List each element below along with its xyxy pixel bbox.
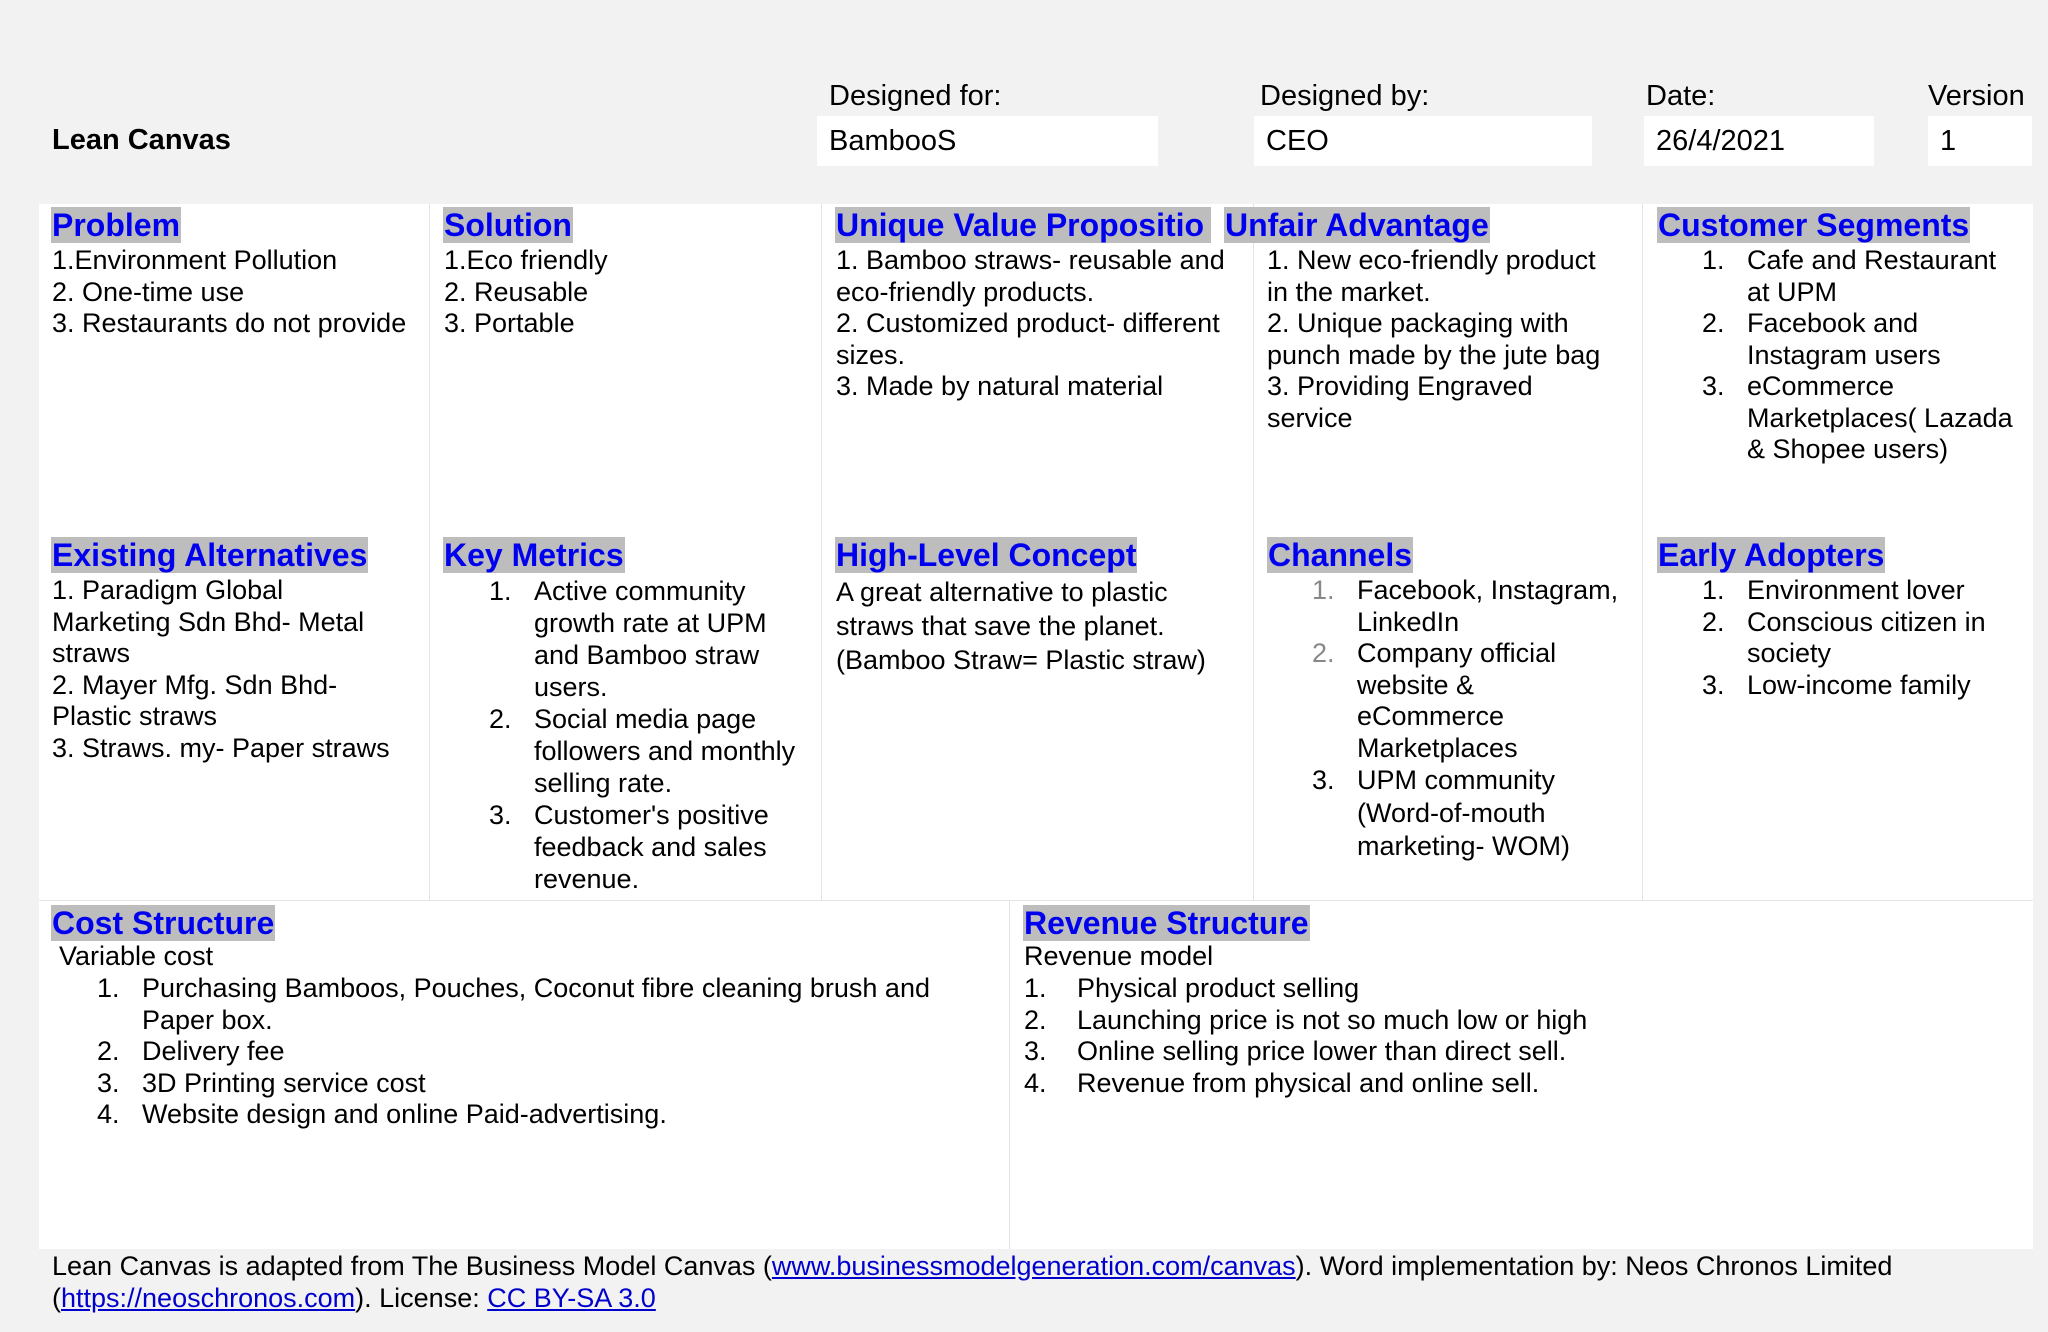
grid-divider bbox=[1009, 901, 1010, 1249]
grid-divider bbox=[429, 204, 430, 900]
grid-divider bbox=[821, 204, 822, 900]
designed-by-label: Designed by: bbox=[1260, 80, 1430, 112]
list-item: 2. Social media page followers and monthly selling rate. bbox=[489, 704, 796, 798]
unfair-advantage-text: 1. New eco-friendly product in the market. 2. Unique packaging with punch made by the jute bag 3. Providing Engraved service bbox=[1267, 245, 1601, 433]
license-link[interactable]: CC BY-SA 3.0 bbox=[487, 1283, 656, 1313]
canvas-title: Lean Canvas bbox=[52, 124, 231, 156]
early-adopters-list bbox=[1702, 575, 1986, 701]
license-footer: Lean Canvas is adapted from The Business Model Canvas (www.businessmodelgeneration.com/canvas). Word implementation by: Neos Chronos Limited (https://neoschronos.com). License: CC BY-SA 3.0 bbox=[52, 1251, 1893, 1313]
list-item: 3. Low-income family bbox=[1702, 669, 1971, 700]
list-item: 3. Customer's positive feedback and sales revenue. bbox=[489, 800, 769, 894]
list-item: 4. Website design and online Paid-advertising. bbox=[97, 1099, 667, 1129]
problem-title: Problem bbox=[52, 207, 181, 243]
bmc-link[interactable]: www.businessmodelgeneration.com/canvas bbox=[771, 1251, 1296, 1281]
problem-text: 1.Environment Pollution 2. One-time use 3. Restaurants do not provide bbox=[52, 245, 407, 338]
designed-for-label: Designed for: bbox=[829, 80, 1002, 112]
list-item: 4. Revenue from physical and online sell. bbox=[1024, 1067, 1540, 1098]
list-item: 1. Facebook, Instagram, LinkedIn bbox=[1312, 575, 1619, 637]
channels-list bbox=[1312, 575, 1618, 863]
list-item: 1. Environment lover bbox=[1702, 575, 1965, 605]
uvp-text: 1. Bamboo straws- reusable and eco-friendly products. 2. Customized product- different sizes. 3. Made by natural material bbox=[836, 245, 1225, 401]
list-item: 3. 3D Printing service cost bbox=[97, 1067, 426, 1098]
list-item: 2. Conscious citizen in society bbox=[1702, 606, 1986, 668]
cost-structure-intro: Variable cost bbox=[59, 941, 214, 971]
list-item: 1. Physical product selling bbox=[1024, 973, 1360, 1003]
unfair-advantage-title: Unfair Advantage bbox=[1225, 207, 1489, 243]
cost-structure-title: Cost Structure bbox=[52, 905, 275, 941]
solution-title: Solution bbox=[444, 207, 572, 243]
version-field[interactable]: 1 bbox=[1928, 116, 2032, 166]
list-item: 1. Active community growth rate at UPM and Bamboo straw users. bbox=[489, 576, 767, 702]
revenue-structure-intro: Revenue model bbox=[1024, 941, 1214, 971]
version-label: Version bbox=[1928, 80, 2025, 112]
customer-segments-list bbox=[1702, 245, 2013, 466]
early-adopters-title: Early Adopters bbox=[1658, 537, 1885, 573]
date-label: Date: bbox=[1646, 80, 1716, 112]
list-item: 3. UPM community (Word-of-mouth marketing- WOM) bbox=[1312, 765, 1571, 861]
list-item: 1. Purchasing Bamboos, Pouches, Coconut fibre cleaning brush and Paper box. bbox=[97, 973, 930, 1035]
solution-text: 1.Eco friendly 2. Reusable 3. Portable bbox=[444, 245, 608, 338]
revenue-structure-title: Revenue Structure bbox=[1024, 905, 1309, 941]
customer-segments-title: Customer Segments bbox=[1658, 207, 1970, 243]
key-metrics-list bbox=[489, 575, 795, 895]
uvp-title: Unique Value Propositio bbox=[835, 207, 1211, 243]
list-item: 2. Delivery fee bbox=[97, 1036, 285, 1066]
designed-for-field[interactable]: BambooS bbox=[817, 116, 1158, 166]
list-item: 1. Cafe and Restaurant at UPM bbox=[1702, 245, 1997, 307]
list-item: 2. Launching price is not so much low or high bbox=[1024, 1004, 1588, 1035]
high-level-concept-title: High-Level Concept bbox=[836, 537, 1137, 573]
existing-alternatives-title: Existing Alternatives bbox=[52, 537, 368, 573]
channels-title: Channels bbox=[1268, 537, 1413, 573]
grid-divider bbox=[1642, 204, 1643, 900]
neoschronos-link[interactable]: https://neoschronos.com bbox=[61, 1283, 356, 1313]
list-item: 2. Company official website & eCommerce Marketplaces bbox=[1312, 638, 1557, 763]
designed-by-field[interactable]: CEO bbox=[1254, 116, 1592, 166]
date-field[interactable]: 26/4/2021 bbox=[1644, 116, 1874, 166]
list-item: 2. Facebook and Instagram users bbox=[1702, 308, 1941, 370]
high-level-concept-text: A great alternative to plastic straws that save the planet. (Bamboo Straw= Plastic straw) bbox=[836, 577, 1206, 675]
key-metrics-title: Key Metrics bbox=[444, 537, 624, 573]
grid-divider bbox=[39, 900, 2033, 901]
cost-structure-list bbox=[97, 973, 930, 1131]
revenue-structure-list bbox=[1024, 973, 1587, 1099]
existing-alternatives-text: 1. Paradigm Global Marketing Sdn Bhd- Metal straws 2. Mayer Mfg. Sdn Bhd- Plastic straws 3. Straws. my- Paper straws bbox=[52, 575, 390, 763]
list-item: 3. Online selling price lower than direct sell. bbox=[1024, 1036, 1567, 1066]
grid-divider bbox=[1253, 204, 1254, 900]
list-item: 3. eCommerce Marketplaces( Lazada & Shopee users) bbox=[1702, 371, 2013, 464]
